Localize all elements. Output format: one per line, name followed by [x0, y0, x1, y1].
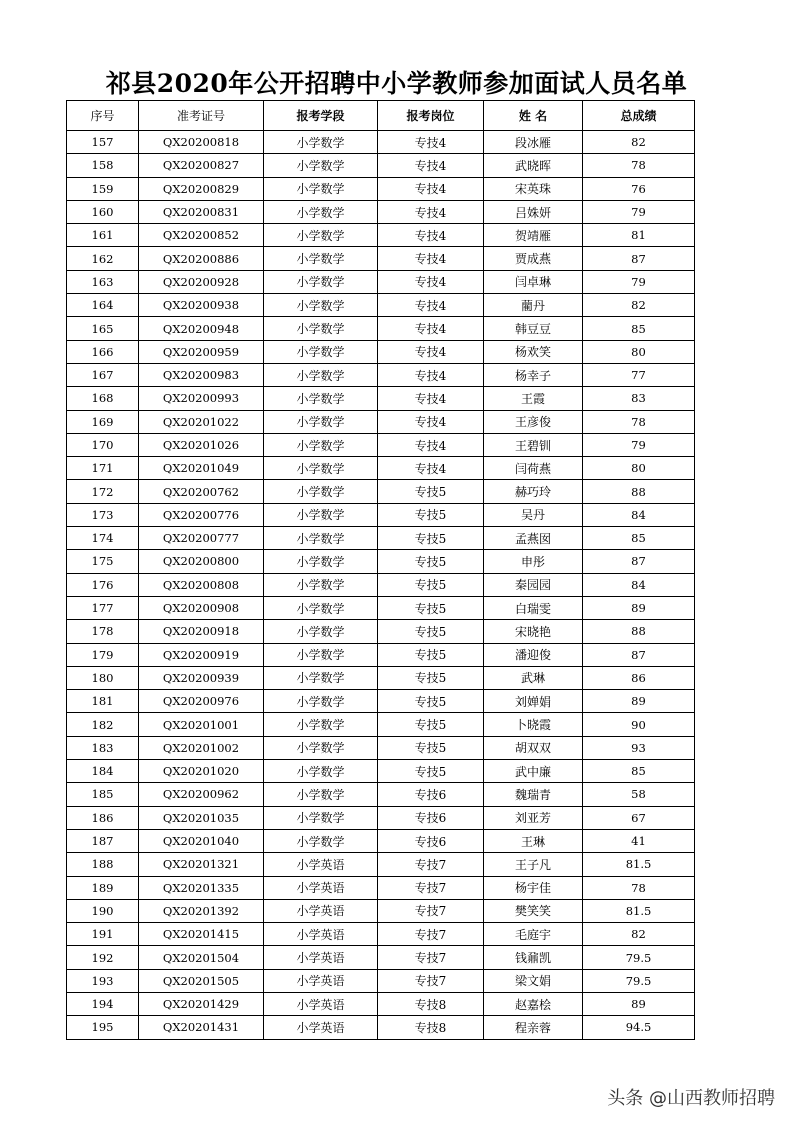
cell-stage: 小学数学 [264, 573, 378, 596]
table-header-row [67, 101, 695, 131]
col-header-score: 总成绩 [583, 101, 695, 131]
cell-name: 赫巧玲 [484, 480, 583, 503]
cell-name: 刘婵娟 [484, 690, 583, 713]
cell-seq: 188 [67, 853, 139, 876]
cell-post: 专技4 [378, 224, 484, 247]
table-row [67, 690, 695, 713]
cell-stage: 小学数学 [264, 829, 378, 852]
cell-stage: 小学数学 [264, 410, 378, 433]
cell-score: 77 [583, 363, 695, 386]
table-row [67, 573, 695, 596]
cell-name: 潘迎俊 [484, 643, 583, 666]
cell-post: 专技4 [378, 154, 484, 177]
cell-name: 毛庭宇 [484, 923, 583, 946]
cell-score: 82 [583, 923, 695, 946]
cell-seq: 165 [67, 317, 139, 340]
cell-seq: 166 [67, 340, 139, 363]
cell-ticket: QX20200800 [139, 550, 264, 573]
cell-post: 专技5 [378, 573, 484, 596]
cell-ticket: QX20201026 [139, 433, 264, 456]
table-row [67, 853, 695, 876]
cell-ticket: QX20201040 [139, 829, 264, 852]
cell-post: 专技5 [378, 666, 484, 689]
cell-stage: 小学数学 [264, 340, 378, 363]
cell-seq: 177 [67, 596, 139, 619]
cell-name: 段冰雁 [484, 131, 583, 154]
cell-ticket: QX20201002 [139, 736, 264, 759]
table-row [67, 177, 695, 200]
cell-seq: 182 [67, 713, 139, 736]
cell-ticket: QX20200938 [139, 294, 264, 317]
cell-post: 专技7 [378, 969, 484, 992]
cell-seq: 164 [67, 294, 139, 317]
cell-seq: 186 [67, 806, 139, 829]
cell-seq: 193 [67, 969, 139, 992]
cell-seq: 187 [67, 829, 139, 852]
cell-stage: 小学英语 [264, 899, 378, 922]
cell-name: 樊笑笑 [484, 899, 583, 922]
cell-score: 89 [583, 596, 695, 619]
cell-score: 79 [583, 270, 695, 293]
cell-stage: 小学数学 [264, 527, 378, 550]
cell-ticket: QX20200983 [139, 363, 264, 386]
cell-post: 专技6 [378, 783, 484, 806]
table-row [67, 131, 695, 154]
table-row [67, 666, 695, 689]
cell-seq: 158 [67, 154, 139, 177]
cell-score: 83 [583, 387, 695, 410]
cell-score: 88 [583, 480, 695, 503]
cell-seq: 178 [67, 620, 139, 643]
cell-ticket: QX20200852 [139, 224, 264, 247]
cell-score: 93 [583, 736, 695, 759]
table-row [67, 550, 695, 573]
cell-score: 87 [583, 550, 695, 573]
table-row [67, 760, 695, 783]
cell-stage: 小学数学 [264, 503, 378, 526]
cell-stage: 小学英语 [264, 969, 378, 992]
cell-seq: 172 [67, 480, 139, 503]
cell-seq: 180 [67, 666, 139, 689]
cell-post: 专技4 [378, 200, 484, 223]
cell-ticket: QX20201020 [139, 760, 264, 783]
cell-stage: 小学数学 [264, 294, 378, 317]
table-row [67, 783, 695, 806]
cell-seq: 167 [67, 363, 139, 386]
cell-seq: 181 [67, 690, 139, 713]
cell-name: 赵嘉桧 [484, 992, 583, 1015]
cell-post: 专技5 [378, 550, 484, 573]
cell-ticket: QX20201022 [139, 410, 264, 433]
cell-post: 专技5 [378, 527, 484, 550]
cell-ticket: QX20200919 [139, 643, 264, 666]
cell-ticket: QX20200818 [139, 131, 264, 154]
cell-score: 87 [583, 247, 695, 270]
table-body [67, 131, 695, 1040]
cell-ticket: QX20200831 [139, 200, 264, 223]
cell-name: 闫卓琳 [484, 270, 583, 293]
table-row [67, 992, 695, 1015]
cell-post: 专技4 [378, 410, 484, 433]
cell-score: 87 [583, 643, 695, 666]
cell-name: 刘亚芳 [484, 806, 583, 829]
cell-score: 86 [583, 666, 695, 689]
cell-stage: 小学英语 [264, 992, 378, 1015]
cell-stage: 小学英语 [264, 1016, 378, 1039]
table-row [67, 946, 695, 969]
cell-ticket: QX20200827 [139, 154, 264, 177]
table-row [67, 596, 695, 619]
cell-seq: 173 [67, 503, 139, 526]
col-header-stage: 报考学段 [264, 101, 378, 131]
table-row [67, 457, 695, 480]
cell-name: 武晓晖 [484, 154, 583, 177]
cell-ticket: QX20201001 [139, 713, 264, 736]
cell-name: 白瑞雯 [484, 596, 583, 619]
cell-name: 杨欢笑 [484, 340, 583, 363]
cell-post: 专技4 [378, 270, 484, 293]
cell-ticket: QX20200777 [139, 527, 264, 550]
cell-post: 专技6 [378, 829, 484, 852]
cell-score: 82 [583, 131, 695, 154]
col-header-post: 报考岗位 [378, 101, 484, 131]
cell-stage: 小学数学 [264, 247, 378, 270]
cell-post: 专技4 [378, 340, 484, 363]
cell-stage: 小学数学 [264, 387, 378, 410]
cell-score: 79 [583, 200, 695, 223]
cell-score: 84 [583, 503, 695, 526]
cell-score: 67 [583, 806, 695, 829]
cell-ticket: QX20201505 [139, 969, 264, 992]
cell-name: 王碧钏 [484, 433, 583, 456]
cell-score: 81 [583, 224, 695, 247]
cell-ticket: QX20201415 [139, 923, 264, 946]
cell-seq: 192 [67, 946, 139, 969]
cell-post: 专技7 [378, 899, 484, 922]
cell-post: 专技4 [378, 294, 484, 317]
cell-seq: 171 [67, 457, 139, 480]
cell-post: 专技5 [378, 760, 484, 783]
cell-post: 专技5 [378, 503, 484, 526]
cell-post: 专技8 [378, 1016, 484, 1039]
cell-stage: 小学数学 [264, 154, 378, 177]
table-row [67, 224, 695, 247]
cell-stage: 小学数学 [264, 177, 378, 200]
cell-score: 85 [583, 317, 695, 340]
cell-ticket: QX20201504 [139, 946, 264, 969]
cell-seq: 169 [67, 410, 139, 433]
cell-stage: 小学数学 [264, 270, 378, 293]
cell-ticket: QX20201321 [139, 853, 264, 876]
table-row [67, 527, 695, 550]
cell-stage: 小学数学 [264, 480, 378, 503]
cell-stage: 小学数学 [264, 620, 378, 643]
cell-seq: 194 [67, 992, 139, 1015]
cell-seq: 176 [67, 573, 139, 596]
cell-score: 85 [583, 760, 695, 783]
cell-name: 魏瑞青 [484, 783, 583, 806]
table-row [67, 736, 695, 759]
cell-stage: 小学数学 [264, 666, 378, 689]
cell-ticket: QX20200962 [139, 783, 264, 806]
cell-seq: 184 [67, 760, 139, 783]
cell-ticket: QX20200928 [139, 270, 264, 293]
cell-ticket: QX20201335 [139, 876, 264, 899]
cell-stage: 小学数学 [264, 433, 378, 456]
cell-score: 79.5 [583, 946, 695, 969]
cell-stage: 小学数学 [264, 806, 378, 829]
cell-post: 专技5 [378, 690, 484, 713]
table-row [67, 503, 695, 526]
table-row [67, 154, 695, 177]
cell-score: 78 [583, 876, 695, 899]
cell-seq: 185 [67, 783, 139, 806]
watermark: 头条 @山西教师招聘 [607, 1088, 775, 1109]
cell-ticket: QX20201429 [139, 992, 264, 1015]
cell-seq: 179 [67, 643, 139, 666]
cell-name: 武琳 [484, 666, 583, 689]
cell-ticket: QX20200993 [139, 387, 264, 410]
cell-stage: 小学英语 [264, 946, 378, 969]
cell-name: 王子凡 [484, 853, 583, 876]
table-row [67, 200, 695, 223]
cell-post: 专技4 [378, 363, 484, 386]
cell-name: 申彤 [484, 550, 583, 573]
cell-post: 专技4 [378, 247, 484, 270]
cell-ticket: QX20200939 [139, 666, 264, 689]
cell-name: 王彦俊 [484, 410, 583, 433]
cell-seq: 159 [67, 177, 139, 200]
cell-stage: 小学英语 [264, 876, 378, 899]
cell-score: 81.5 [583, 853, 695, 876]
cell-stage: 小学数学 [264, 224, 378, 247]
col-header-seq: 序号 [67, 101, 139, 131]
cell-seq: 195 [67, 1016, 139, 1039]
cell-stage: 小学数学 [264, 363, 378, 386]
cell-name: 钱鼐凯 [484, 946, 583, 969]
cell-name: 孟燕囡 [484, 527, 583, 550]
cell-name: 程亲蓉 [484, 1016, 583, 1039]
table-row [67, 317, 695, 340]
cell-name: 贺靖雁 [484, 224, 583, 247]
cell-seq: 174 [67, 527, 139, 550]
cell-ticket: QX20200808 [139, 573, 264, 596]
table-row [67, 247, 695, 270]
cell-post: 专技5 [378, 643, 484, 666]
table-row [67, 806, 695, 829]
cell-seq: 160 [67, 200, 139, 223]
candidate-table [66, 100, 695, 1040]
table-row [67, 480, 695, 503]
table-row [67, 643, 695, 666]
cell-seq: 162 [67, 247, 139, 270]
cell-post: 专技4 [378, 433, 484, 456]
cell-post: 专技8 [378, 992, 484, 1015]
cell-seq: 175 [67, 550, 139, 573]
table-row [67, 410, 695, 433]
cell-stage: 小学数学 [264, 596, 378, 619]
cell-score: 89 [583, 690, 695, 713]
table-row [67, 294, 695, 317]
cell-ticket: QX20201431 [139, 1016, 264, 1039]
cell-stage: 小学数学 [264, 550, 378, 573]
cell-ticket: QX20201049 [139, 457, 264, 480]
cell-stage: 小学数学 [264, 736, 378, 759]
cell-name: 卜晓霞 [484, 713, 583, 736]
cell-post: 专技4 [378, 387, 484, 410]
cell-name: 梁文娟 [484, 969, 583, 992]
cell-score: 78 [583, 410, 695, 433]
cell-ticket: QX20200918 [139, 620, 264, 643]
cell-post: 专技4 [378, 317, 484, 340]
cell-name: 贾成燕 [484, 247, 583, 270]
cell-post: 专技5 [378, 596, 484, 619]
col-header-ticket: 准考证号 [139, 101, 264, 131]
cell-score: 58 [583, 783, 695, 806]
table-row [67, 363, 695, 386]
cell-post: 专技5 [378, 620, 484, 643]
cell-score: 89 [583, 992, 695, 1015]
cell-score: 81.5 [583, 899, 695, 922]
cell-score: 90 [583, 713, 695, 736]
cell-score: 88 [583, 620, 695, 643]
cell-name: 武中廉 [484, 760, 583, 783]
cell-stage: 小学数学 [264, 317, 378, 340]
cell-name: 秦园园 [484, 573, 583, 596]
cell-post: 专技4 [378, 177, 484, 200]
cell-seq: 168 [67, 387, 139, 410]
cell-stage: 小学英语 [264, 923, 378, 946]
cell-stage: 小学数学 [264, 200, 378, 223]
cell-name: 藺丹 [484, 294, 583, 317]
cell-post: 专技6 [378, 806, 484, 829]
cell-score: 76 [583, 177, 695, 200]
cell-stage: 小学数学 [264, 457, 378, 480]
cell-name: 胡双双 [484, 736, 583, 759]
table-row [67, 829, 695, 852]
cell-name: 宋英珠 [484, 177, 583, 200]
table-row [67, 387, 695, 410]
cell-seq: 163 [67, 270, 139, 293]
cell-stage: 小学数学 [264, 131, 378, 154]
cell-name: 闫荷燕 [484, 457, 583, 480]
cell-score: 78 [583, 154, 695, 177]
cell-post: 专技4 [378, 457, 484, 480]
cell-score: 79.5 [583, 969, 695, 992]
cell-post: 专技7 [378, 946, 484, 969]
table-row [67, 969, 695, 992]
cell-name: 杨宇佳 [484, 876, 583, 899]
cell-ticket: QX20200908 [139, 596, 264, 619]
table-row [67, 270, 695, 293]
cell-seq: 183 [67, 736, 139, 759]
cell-score: 80 [583, 457, 695, 480]
cell-stage: 小学数学 [264, 643, 378, 666]
table-row [67, 340, 695, 363]
cell-seq: 189 [67, 876, 139, 899]
cell-seq: 170 [67, 433, 139, 456]
cell-name: 王琳 [484, 829, 583, 852]
cell-post: 专技5 [378, 713, 484, 736]
cell-ticket: QX20200959 [139, 340, 264, 363]
cell-post: 专技7 [378, 923, 484, 946]
cell-name: 杨幸子 [484, 363, 583, 386]
cell-ticket: QX20200762 [139, 480, 264, 503]
cell-stage: 小学数学 [264, 783, 378, 806]
table-row [67, 876, 695, 899]
cell-post: 专技7 [378, 853, 484, 876]
cell-stage: 小学数学 [264, 713, 378, 736]
table-row [67, 620, 695, 643]
cell-seq: 190 [67, 899, 139, 922]
cell-ticket: QX20200829 [139, 177, 264, 200]
table-row [67, 923, 695, 946]
cell-stage: 小学数学 [264, 690, 378, 713]
cell-name: 吕姝妍 [484, 200, 583, 223]
cell-name: 吴丹 [484, 503, 583, 526]
cell-seq: 191 [67, 923, 139, 946]
table-row [67, 713, 695, 736]
cell-seq: 161 [67, 224, 139, 247]
cell-ticket: QX20200976 [139, 690, 264, 713]
cell-post: 专技5 [378, 736, 484, 759]
cell-score: 80 [583, 340, 695, 363]
cell-name: 韩豆豆 [484, 317, 583, 340]
table-row [67, 899, 695, 922]
cell-post: 专技4 [378, 131, 484, 154]
table-row [67, 1016, 695, 1039]
cell-post: 专技5 [378, 480, 484, 503]
cell-seq: 157 [67, 131, 139, 154]
cell-score: 84 [583, 573, 695, 596]
cell-stage: 小学数学 [264, 760, 378, 783]
cell-ticket: QX20200948 [139, 317, 264, 340]
cell-ticket: QX20201035 [139, 806, 264, 829]
cell-score: 94.5 [583, 1016, 695, 1039]
cell-ticket: QX20200886 [139, 247, 264, 270]
cell-score: 82 [583, 294, 695, 317]
cell-name: 王霞 [484, 387, 583, 410]
page-title: 祁县2020年公开招聘中小学教师参加面试人员名单 [105, 69, 688, 98]
cell-ticket: QX20200776 [139, 503, 264, 526]
cell-post: 专技7 [378, 876, 484, 899]
cell-score: 41 [583, 829, 695, 852]
cell-ticket: QX20201392 [139, 899, 264, 922]
cell-score: 79 [583, 433, 695, 456]
table-row [67, 433, 695, 456]
cell-stage: 小学英语 [264, 853, 378, 876]
cell-name: 宋晓艳 [484, 620, 583, 643]
col-header-name: 姓 名 [484, 101, 583, 131]
cell-score: 85 [583, 527, 695, 550]
